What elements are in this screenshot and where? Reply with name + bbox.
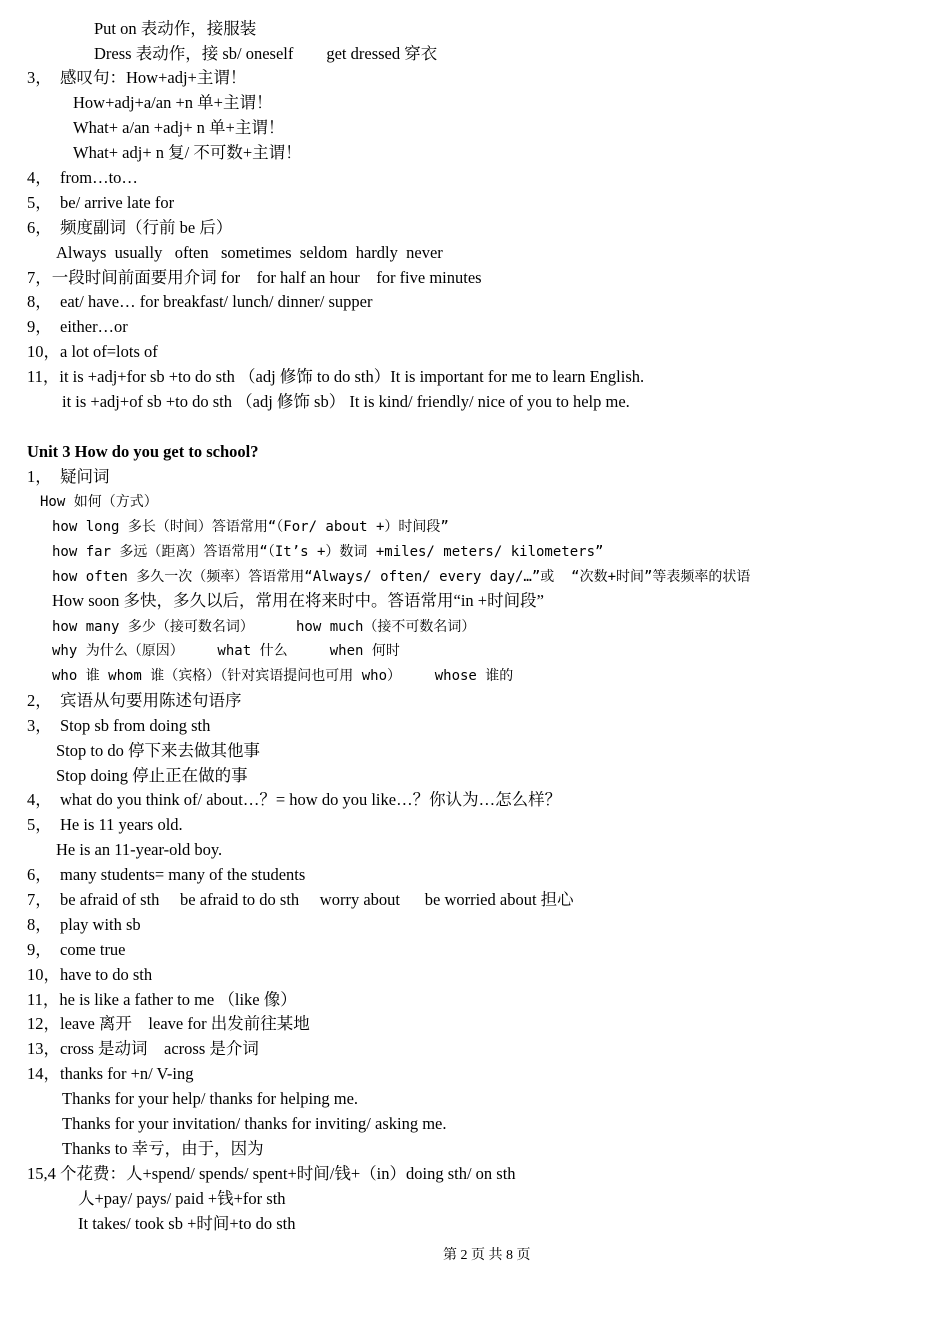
text-line: Thanks for your invitation/ thanks for inviting/ asking me. <box>62 1114 447 1133</box>
page-footer: 第 2 页 共 8 页 <box>443 1248 531 1263</box>
text-line: 11，it is +adj+for sb +to do sth （adj 修饰 to do sth）It is important for me to learn English. <box>27 367 645 386</box>
text-line: 4， from…to… <box>27 168 138 187</box>
text-line: 15,4 个花费：人+spend/ spends/ spent+时间/钱+（in）doing sth/ on sth <box>27 1164 516 1183</box>
text-line: 11，he is like a father to me （like 像） <box>27 990 297 1009</box>
text-line: 4， what do you think of/ about…？= how do you like…？你认为…怎么样？ <box>27 790 562 809</box>
text-line: It takes/ took sb +时间+to do sth <box>78 1214 296 1233</box>
text-line: 5， be/ arrive late for <box>27 193 175 212</box>
text-line: 3， Stop sb from doing sth <box>27 716 211 735</box>
text-line: 人+pay/ pays/ paid +钱+for sth <box>78 1189 286 1208</box>
text-line: how often 多久一次（频率）答语常用“Always/ often/ every day/…”或 “次数+时间”等表频率的状语 <box>52 569 751 585</box>
text-line: How soon 多快，多久以后，常用在将来时中。答语常用“in +时间段” <box>52 591 544 610</box>
text-line: Put on 表动作，接服装 <box>94 19 257 38</box>
text-line: 9， either…or <box>27 317 128 336</box>
text-line: How+adj+a/an +n 单+主谓！ <box>73 93 273 112</box>
text-line: 9， come true <box>27 940 126 959</box>
text-line: 2， 宾语从句要用陈述句语序 <box>27 691 242 710</box>
text-line: 10，a lot of=lots of <box>27 342 158 361</box>
text-line: Stop doing 停止正在做的事 <box>56 766 248 785</box>
text-line: 5， He is 11 years old. <box>27 815 183 834</box>
text-line: He is an 11-year-old boy. <box>56 840 223 859</box>
text-line: What+ a/an +adj+ n 单+主谓！ <box>73 118 285 137</box>
text-line: 8， eat/ have… for breakfast/ lunch/ dinner/ supper <box>27 292 373 311</box>
section-heading: Unit 3 How do you get to school? <box>27 442 259 461</box>
text-line: How 如何（方式） <box>40 494 158 510</box>
text-line: who 谁 whom 谁（宾格）（针对宾语提问也可用 who） whose 谁的 <box>52 668 514 684</box>
text-line: Thanks for your help/ thanks for helping me. <box>62 1089 359 1108</box>
text-line: 14，thanks for +n/ V-ing <box>27 1064 194 1083</box>
text-line: 8， play with sb <box>27 915 141 934</box>
text-line: 3， 感叹句：How+adj+主谓！ <box>27 68 247 87</box>
text-line: how many 多少（接可数名词） how much（接不可数名词） <box>52 619 476 635</box>
text-line: 13，cross 是动词 across 是介词 <box>27 1039 259 1058</box>
text-line: Thanks to 幸亏，由于，因为 <box>62 1139 264 1158</box>
text-line: how far 多远（距离）答语常用“（It’s +）数词 +miles/ meters/ kilometers” <box>52 544 604 560</box>
text-line: 6， many students= many of the students <box>27 865 306 884</box>
text-line: 7， be afraid of sth be afraid to do sth worry about be worried about 担心 <box>27 890 574 909</box>
text-line: Always usually often sometimes seldom hardly never <box>56 243 443 262</box>
text-line: 7，一段时间前面要用介词 for for half an hour for five minutes <box>27 268 482 287</box>
text-line: 10，have to do sth <box>27 965 153 984</box>
text-line: Dress 表动作，接 sb/ oneself get dressed 穿衣 <box>94 44 438 63</box>
text-line: how long 多长（时间）答语常用“（For/ about +）时间段” <box>52 519 449 535</box>
text-line: 6， 频度副词（行前 be 后） <box>27 218 233 237</box>
text-line: 1， 疑问词 <box>27 467 110 486</box>
text-line: Stop to do 停下来去做其他事 <box>56 741 260 760</box>
text-line: 12，leave 离开 leave for 出发前往某地 <box>27 1014 310 1033</box>
text-line: it is +adj+of sb +to do sth （adj 修饰 sb） It is kind/ friendly/ nice of you to help me. <box>62 392 630 411</box>
text-line: why 为什么（原因） what 什么 when 何时 <box>52 643 400 659</box>
text-line: What+ adj+ n 复/ 不可数+主谓！ <box>73 143 302 162</box>
